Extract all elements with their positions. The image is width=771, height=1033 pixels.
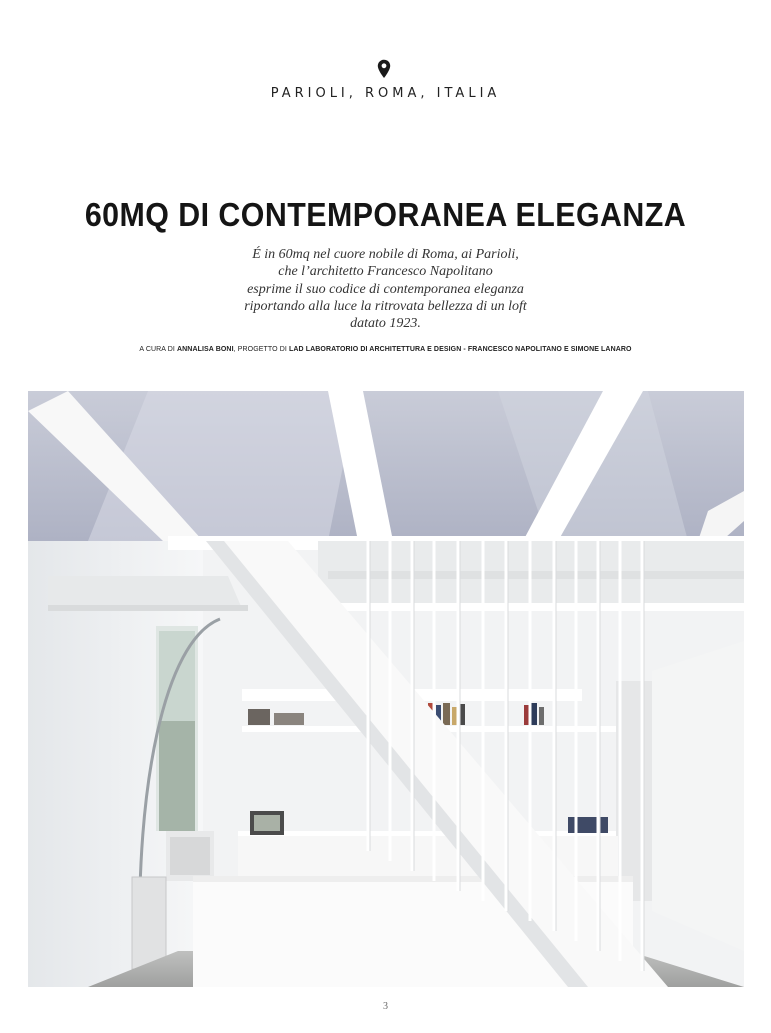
lede-line: riportando alla luce la ritrovata bellezza di un loft bbox=[244, 298, 527, 314]
credits-prefix: , PROGETTO DI bbox=[233, 346, 289, 353]
article-title: 60MQ DI CONTEMPORANEA ELEGANZA bbox=[84, 196, 687, 233]
lede-line: datato 1923. bbox=[350, 316, 421, 332]
lede-line: É in 60mq nel cuore nobile di Roma, ai Parioli, bbox=[252, 247, 519, 262]
lede-line: che l’architetto Francesco Napolitano bbox=[278, 264, 493, 280]
credits-project: LAD LABORATORIO DI ARCHITETTURA E DESIGN - FRANCESCO NAPOLITANO E SIMONE LANARO bbox=[288, 346, 632, 353]
map-pin-icon bbox=[377, 59, 391, 79]
lede-line: esprime il suo codice di contemporanea eleganza bbox=[247, 281, 524, 297]
loft-photo bbox=[28, 391, 744, 987]
article-lede bbox=[185, 246, 586, 332]
location-label: PARIOLI, ROMA, ITALIA bbox=[270, 86, 501, 101]
credits-author: ANNALISA BONI bbox=[176, 346, 234, 353]
article-credits bbox=[0, 346, 771, 353]
credits-prefix: A CURA DI bbox=[139, 346, 177, 353]
page-number: 3 bbox=[383, 1001, 388, 1012]
